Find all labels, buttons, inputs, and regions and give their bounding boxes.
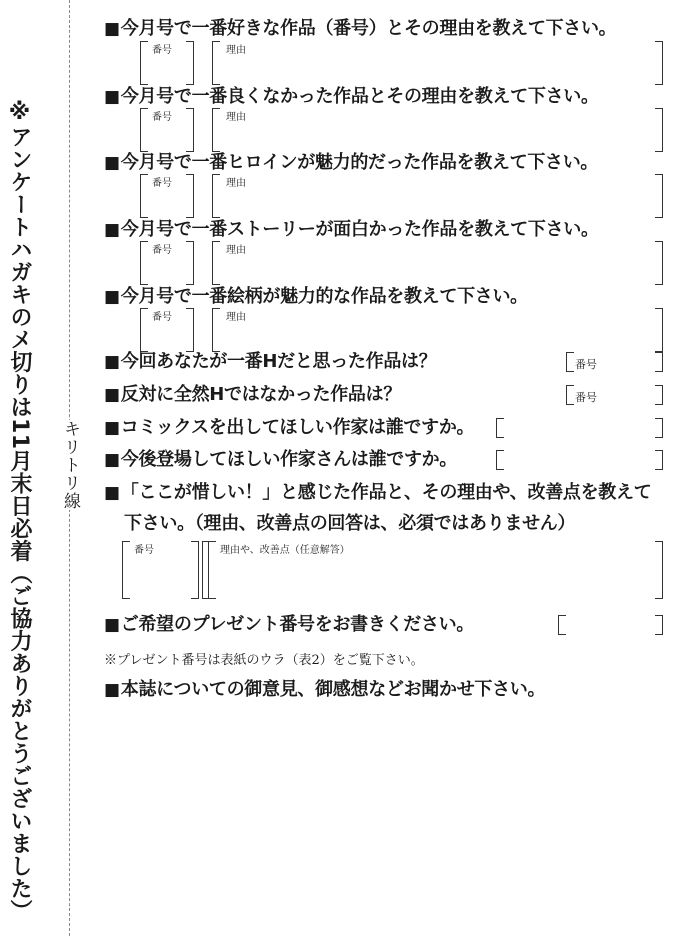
number-bracket-left xyxy=(140,108,148,152)
reason-bracket-left xyxy=(212,108,220,152)
number-label: 番号 xyxy=(152,312,172,323)
reason-bracket-right xyxy=(655,41,663,85)
number-label: 番号 xyxy=(575,358,597,371)
cut-line-label: キリトリ線 xyxy=(60,420,80,510)
artist-bracket-left xyxy=(496,450,504,470)
number-label: 番号 xyxy=(152,45,172,56)
question-6: ■今回あなたが一番Hだと思った作品は？ xyxy=(104,351,437,372)
number-bracket-left xyxy=(140,308,148,352)
number-bracket-left xyxy=(566,385,574,405)
number-bracket-right xyxy=(191,541,199,599)
number-bracket-left xyxy=(140,41,148,85)
answer-field-number[interactable] xyxy=(130,556,190,596)
question-3: ■今月号で一番ヒロインが魅力的だった作品を教えて下さい。 xyxy=(104,152,599,173)
number-label: 番号 xyxy=(152,245,172,256)
answer-field-reason[interactable] xyxy=(222,53,652,83)
reason-bracket-left-inner xyxy=(208,541,216,599)
answer-field-comments[interactable] xyxy=(104,708,660,918)
number-label: 番号 xyxy=(575,391,597,404)
question-12: ■本誌についての御意見、御感想などお聞かせ下さい。 xyxy=(104,679,546,700)
reason-bracket-left xyxy=(212,308,220,352)
answer-field-reason[interactable] xyxy=(222,253,652,283)
deadline-notice: ※アンケートハガキのメ切りは11月末日必着（ご協力ありがとうございました） xyxy=(7,100,32,923)
answer-field-reason[interactable] xyxy=(222,186,652,216)
answer-field-number[interactable] xyxy=(600,385,654,405)
number-bracket-left xyxy=(566,352,574,372)
question-4: ■今月号で一番ストーリーが面白かった作品を教えて下さい。 xyxy=(104,219,599,240)
question-10-continued: 下さい。（理由、改善点の回答は、必須ではありません） xyxy=(124,513,576,534)
answer-field-number[interactable] xyxy=(148,186,184,216)
number-bracket-left xyxy=(140,174,148,218)
question-9: ■今後登場してほしい作家さんは誰ですか。 xyxy=(104,449,458,470)
number-bracket-right xyxy=(186,108,194,152)
answer-field-number[interactable] xyxy=(148,53,184,83)
reason-bracket-right xyxy=(655,108,663,152)
answer-field-number[interactable] xyxy=(148,120,184,150)
answer-field-reason[interactable] xyxy=(222,320,652,350)
artist-bracket-right xyxy=(655,418,663,438)
answer-field-number[interactable] xyxy=(148,253,184,283)
present-bracket-right xyxy=(655,615,663,635)
number-label: 番号 xyxy=(134,545,154,556)
artist-bracket-left xyxy=(496,418,504,438)
reason-label: 理由 xyxy=(226,312,246,323)
number-bracket-right xyxy=(655,352,663,372)
question-7: ■反対に全然Hではなかった作品は？ xyxy=(104,384,402,405)
answer-field-present-number[interactable] xyxy=(568,615,652,635)
number-bracket-right xyxy=(186,241,194,285)
reason-bracket-left xyxy=(212,241,220,285)
reason-label: 理由 xyxy=(226,112,246,123)
number-label: 番号 xyxy=(152,112,172,123)
number-label: 番号 xyxy=(152,178,172,189)
number-bracket-left xyxy=(140,241,148,285)
question-8: ■コミックスを出してほしい作家は誰ですか。 xyxy=(104,417,475,438)
question-10: ■「ここが惜しい！」と感じた作品と、その理由や、改善点を教えて xyxy=(104,482,652,503)
reason-label: 理由 xyxy=(226,178,246,189)
answer-field-number[interactable] xyxy=(148,320,184,350)
reason-bracket-right xyxy=(655,174,663,218)
number-bracket-right xyxy=(655,385,663,405)
answer-field-artist[interactable] xyxy=(506,450,652,470)
present-bracket-left xyxy=(558,615,566,635)
question-2: ■今月号で一番良くなかった作品とその理由を教えて下さい。 xyxy=(104,86,599,107)
number-bracket-right xyxy=(186,308,194,352)
question-11: ■ご希望のプレゼント番号をお書きください。 xyxy=(104,614,475,635)
number-bracket-right xyxy=(186,174,194,218)
number-bracket-left xyxy=(122,541,130,599)
present-note: ※プレゼント番号は表紙のウラ（表2）をご覧下さい。 xyxy=(104,653,424,668)
reason-label: 理由 xyxy=(226,45,246,56)
reason-bracket-right xyxy=(655,541,663,599)
artist-bracket-right xyxy=(655,450,663,470)
reason-bracket-left xyxy=(212,41,220,85)
reason-bracket-right xyxy=(655,308,663,352)
reason-bracket-right xyxy=(655,241,663,285)
answer-field-artist[interactable] xyxy=(506,418,652,438)
reason-bracket-left xyxy=(212,174,220,218)
reason-label: 理由 xyxy=(226,245,246,256)
number-bracket-right xyxy=(186,41,194,85)
answer-field-reason[interactable] xyxy=(218,556,652,596)
answer-field-reason[interactable] xyxy=(222,120,652,150)
answer-field-number[interactable] xyxy=(600,352,654,372)
question-1: ■今月号で一番好きな作品（番号）とその理由を教えて下さい。 xyxy=(104,18,617,39)
question-5: ■今月号で一番絵柄が魅力的な作品を教えて下さい。 xyxy=(104,286,528,307)
reason-improve-label: 理由や、改善点（任意解答） xyxy=(220,545,350,556)
